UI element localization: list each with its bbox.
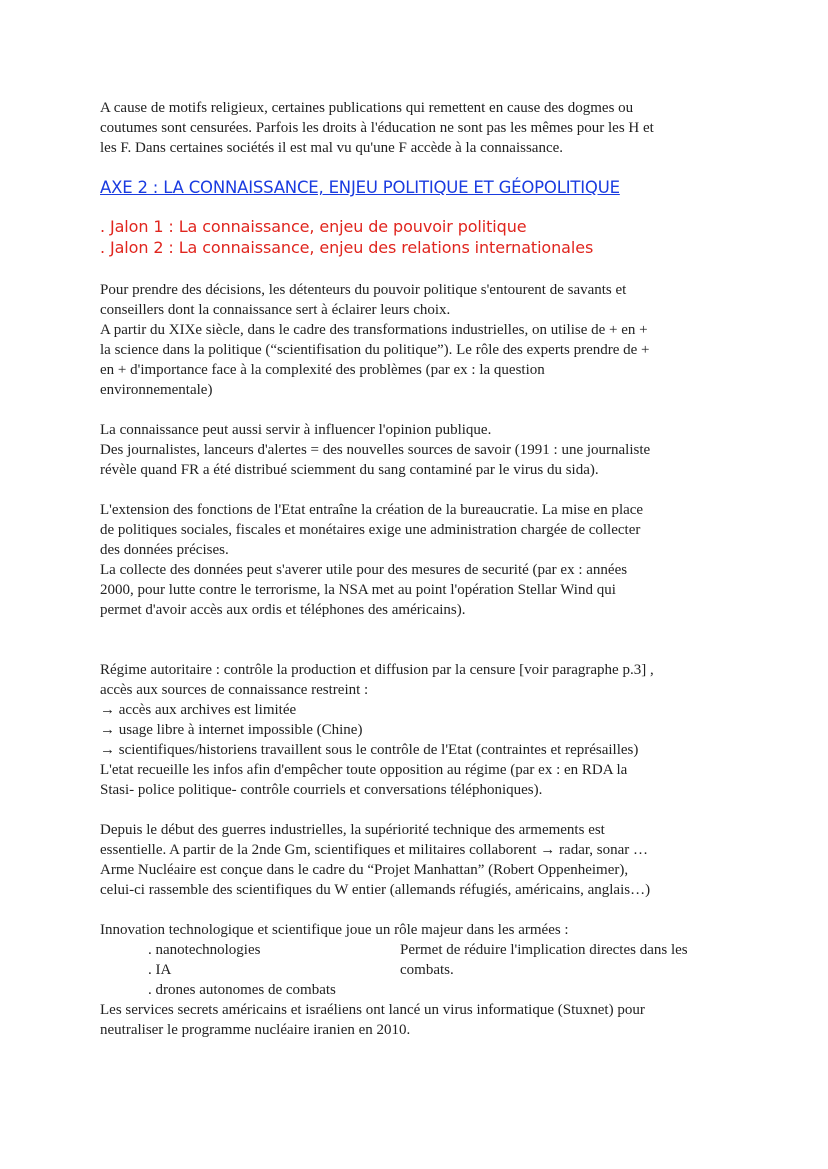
list-item: . drones autonomes de combats — [148, 982, 336, 998]
list-item: . IA — [148, 962, 172, 978]
text-line: La connaissance peut aussi servir à influencer l'opinion publique. — [100, 422, 492, 438]
text-line: en + d'importance face à la complexité des problèmes (par ex : la question — [100, 362, 545, 378]
text-line: révèle quand FR a été distribué sciemment du sang contaminé par le virus du sida). — [100, 462, 599, 478]
text-line: Les services secrets américains et israéliens ont lancé un virus informatique (Stuxnet) pour — [100, 1002, 645, 1018]
innovation-list — [100, 940, 740, 1000]
text-line: permet d'avoir accès aux ordis et téléphones des américains). — [100, 602, 466, 618]
axe-heading: AXE 2 : LA CONNAISSANCE, ENJEU POLITIQUE ET GÉOPOLITIQUE — [100, 178, 620, 197]
jalon-list — [100, 216, 740, 258]
text-line: essentielle. A partir de la 2nde Gm, scientifiques et militaires collaborent → radar, sonar … — [100, 842, 648, 858]
text-line: Arme Nucléaire est conçue dans le cadre du “Projet Manhattan” (Robert Oppenheimer), — [100, 862, 629, 878]
intro-paragraph — [100, 98, 740, 158]
text-line: Depuis le début des guerres industrielles, la supériorité technique des armements est — [100, 822, 605, 838]
text-line: L'extension des fonctions de l'Etat entraîne la création de la bureaucratie. La mise en place — [100, 502, 644, 518]
paragraph-bureaucracy — [100, 500, 740, 620]
text-line: accès aux sources de connaissance restreint : — [100, 682, 369, 698]
text-line: L'etat recueille les infos afin d'empêcher toute opposition au régime (par ex : en RDA la — [100, 762, 628, 778]
text-line: La collecte des données peut s'averer utile pour des mesures de securité (par ex : années — [100, 562, 628, 578]
paragraph-experts — [100, 280, 740, 400]
paragraph-opinion — [100, 420, 740, 480]
document-page — [100, 98, 740, 1040]
jalon-1: . Jalon 1 : La connaissance, enjeu de pouvoir politique — [100, 217, 527, 236]
text-line: Régime autoritaire : contrôle la production et diffusion par la censure [voir paragraphe p.3] , — [100, 662, 654, 678]
arrow-item: → usage libre à internet impossible (Chine) — [100, 722, 363, 738]
text-line: Innovation technologique et scientifique joue un rôle majeur dans les armées : — [100, 922, 569, 938]
jalon-2: . Jalon 2 : La connaissance, enjeu des relations internationales — [100, 238, 594, 257]
text-line: coutumes sont censurées. Parfois les droits à l'éducation ne sont pas les mêmes pour les H et — [100, 120, 654, 136]
list-item: . nanotechnologies — [148, 942, 261, 958]
arrow-item: → scientifiques/historiens travaillent sous le contrôle de l'Etat (contraintes et représailles) — [100, 742, 639, 758]
text-line: la science dans la politique (“scientifisation du politique”). Le rôle des experts prendre de + — [100, 342, 650, 358]
text-line: des données précises. — [100, 542, 229, 558]
text-line: 2000, pour lutte contre le terrorisme, la NSA met au point l'opération Stellar Wind qui — [100, 582, 616, 598]
text-line: environnementale) — [100, 382, 213, 398]
text-line: A cause de motifs religieux, certaines publications qui remettent en cause des dogmes ou — [100, 100, 634, 116]
text-line: Pour prendre des décisions, les détenteurs du pouvoir politique s'entourent de savants et — [100, 282, 627, 298]
text-line: conseillers dont la connaissance sert à éclairer leurs choix. — [100, 302, 451, 318]
text-line: Des journalistes, lanceurs d'alertes = des nouvelles sources de savoir (1991 : une journaliste — [100, 442, 651, 458]
side-note-line: Permet de réduire l'implication directes dans les — [400, 942, 688, 958]
paragraph-military — [100, 820, 740, 900]
text-line: celui-ci rassemble des scientifiques du W entier (allemands réfugiés, américains, anglais…) — [100, 882, 651, 898]
arrow-item: → accès aux archives est limitée — [100, 702, 297, 718]
text-line: A partir du XIXe siècle, dans le cadre des transformations industrielles, on utilise de + en + — [100, 322, 648, 338]
side-note — [400, 940, 740, 980]
text-line: les F. Dans certaines sociétés il est mal vu qu'une F accède à la connaissance. — [100, 140, 564, 156]
side-note-line: combats. — [400, 962, 454, 978]
paragraph-authoritarian — [100, 660, 740, 800]
text-line: Stasi- police politique- contrôle courriels et conversations téléphoniques). — [100, 782, 543, 798]
text-line: neutraliser le programme nucléaire iranien en 2010. — [100, 1022, 411, 1038]
paragraph-innovation — [100, 920, 740, 1040]
text-line: de politiques sociales, fiscales et monétaires exige une administration chargée de collecter — [100, 522, 641, 538]
